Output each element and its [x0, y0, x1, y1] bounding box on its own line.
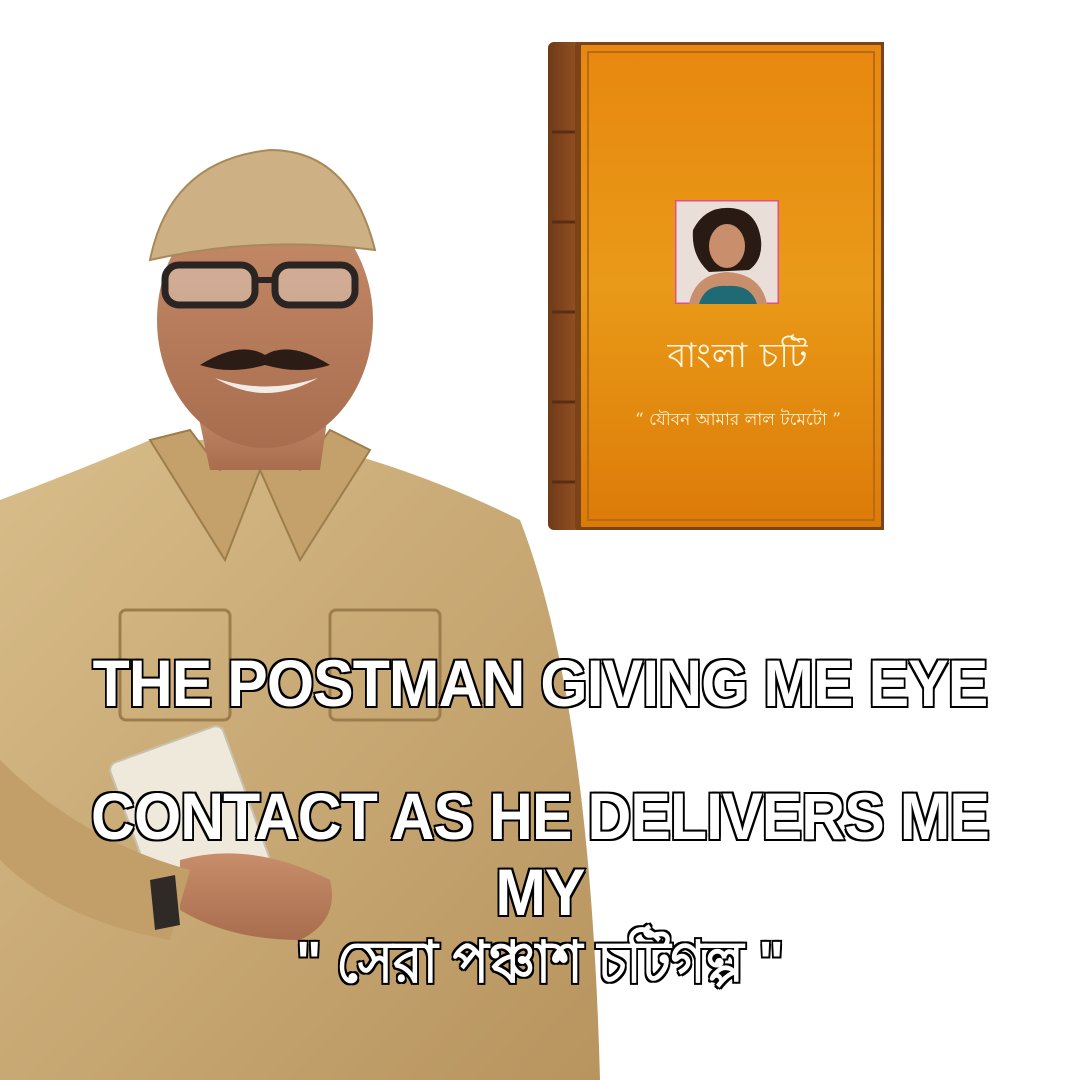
postman-cap	[150, 150, 375, 260]
book-subtitle: “ যৌবন আমার লাল টমেটো ”	[635, 410, 841, 430]
caption-line-3: " সেরা পঞ্চাশ চটিগল্প "	[296, 930, 784, 995]
glasses-left	[165, 265, 255, 305]
caption-line-2: CONTACT AS HE DELIVERS ME MY	[91, 779, 989, 929]
book-image	[548, 42, 884, 530]
book-title: বাংলা চটি	[667, 336, 809, 376]
caption-line-1: THE POSTMAN GIVING ME EYE	[92, 646, 988, 720]
cover-portrait	[675, 200, 779, 304]
glasses-right	[275, 265, 355, 305]
